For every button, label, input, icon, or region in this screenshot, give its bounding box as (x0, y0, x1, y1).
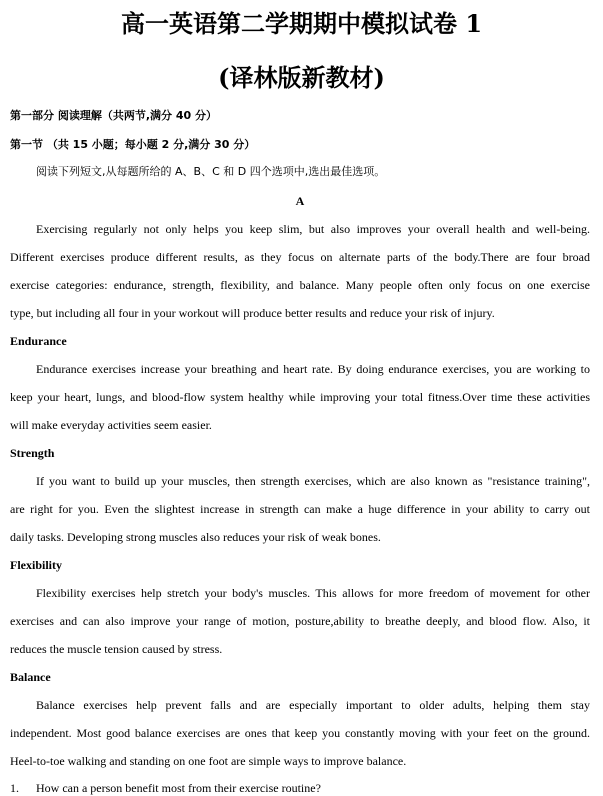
passage-label: A (295, 194, 305, 208)
instructions: 阅读下列短文,从每题所给的 A、B、C 和 D 四个选项中,选出最佳选项。 (36, 165, 386, 178)
paragraph-line: Endurance exercises increase your breathing and heart rate. By doing endurance exercises, you are working to (36, 362, 590, 376)
paragraph-line: daily tasks. Developing strong muscles also reduces your risk of weak bones. (10, 530, 381, 544)
exam-title: 高一英语第二学期期中模拟试卷 1 (120, 9, 483, 38)
section-heading-endurance: Endurance (10, 334, 67, 348)
part1-heading: 第一部分 阅读理解（共两节,满分 40 分） (10, 109, 217, 122)
paragraph-line: keep your heart, lungs, and blood-flow system healthy while improving your total fitness.Over time these activities (10, 390, 590, 404)
paragraph-line: Flexibility exercises help stretch your body's muscles. This allows for more freedom of movement for other (36, 586, 590, 600)
paragraph-line: exercises and can also improve your range of motion, posture,ability to breathe deeply, and blood flow. Also, it (10, 614, 590, 628)
exam-subtitle: (译林版新教材) (218, 63, 385, 92)
question-text: How can a person benefit most from their exercise routine? (36, 781, 321, 795)
section-heading-balance: Balance (10, 670, 51, 684)
paragraph-line: will make everyday activities seem easier. (10, 418, 212, 432)
section-heading-flexibility: Flexibility (10, 558, 62, 572)
question-number: 1. (10, 781, 19, 795)
paragraph-line: Different exercises produce different results, as they focus on alternate parts of the body.There are four broad (10, 250, 590, 264)
paragraph-line: Exercising regularly not only helps you keep slim, but also improves your overall health and well-being. (36, 222, 590, 236)
paragraph-line: are right for you. Even the slightest increase in strength can make a huge difference in your ability to carry out (10, 502, 590, 516)
paragraph-line: exercise categories: endurance, strength, flexibility, and balance. Many people often only focus on one exercise (10, 278, 590, 292)
section-heading-strength: Strength (10, 446, 55, 460)
paragraph-line: independent. Most good balance exercises are ones that keep you constantly moving with your feet on the ground. (10, 726, 590, 740)
paragraph-line: reduces the muscle tension caused by stress. (10, 642, 223, 656)
paragraph-line: type, but including all four in your workout will produce better results and reduce your risk of injury. (10, 306, 495, 320)
paragraph-line: Heel-to-toe walking and standing on one foot are simple ways to improve balance. (10, 754, 407, 768)
paragraph-line: Balance exercises help prevent falls and are especially important to older adults, helping them stay (36, 698, 590, 712)
section1-heading: 第一节 （共 15 小题；每小题 2 分,满分 30 分） (10, 138, 256, 151)
paragraph-line: If you want to build up your muscles, then strength exercises, which are also known as "resistance training", (36, 474, 590, 488)
